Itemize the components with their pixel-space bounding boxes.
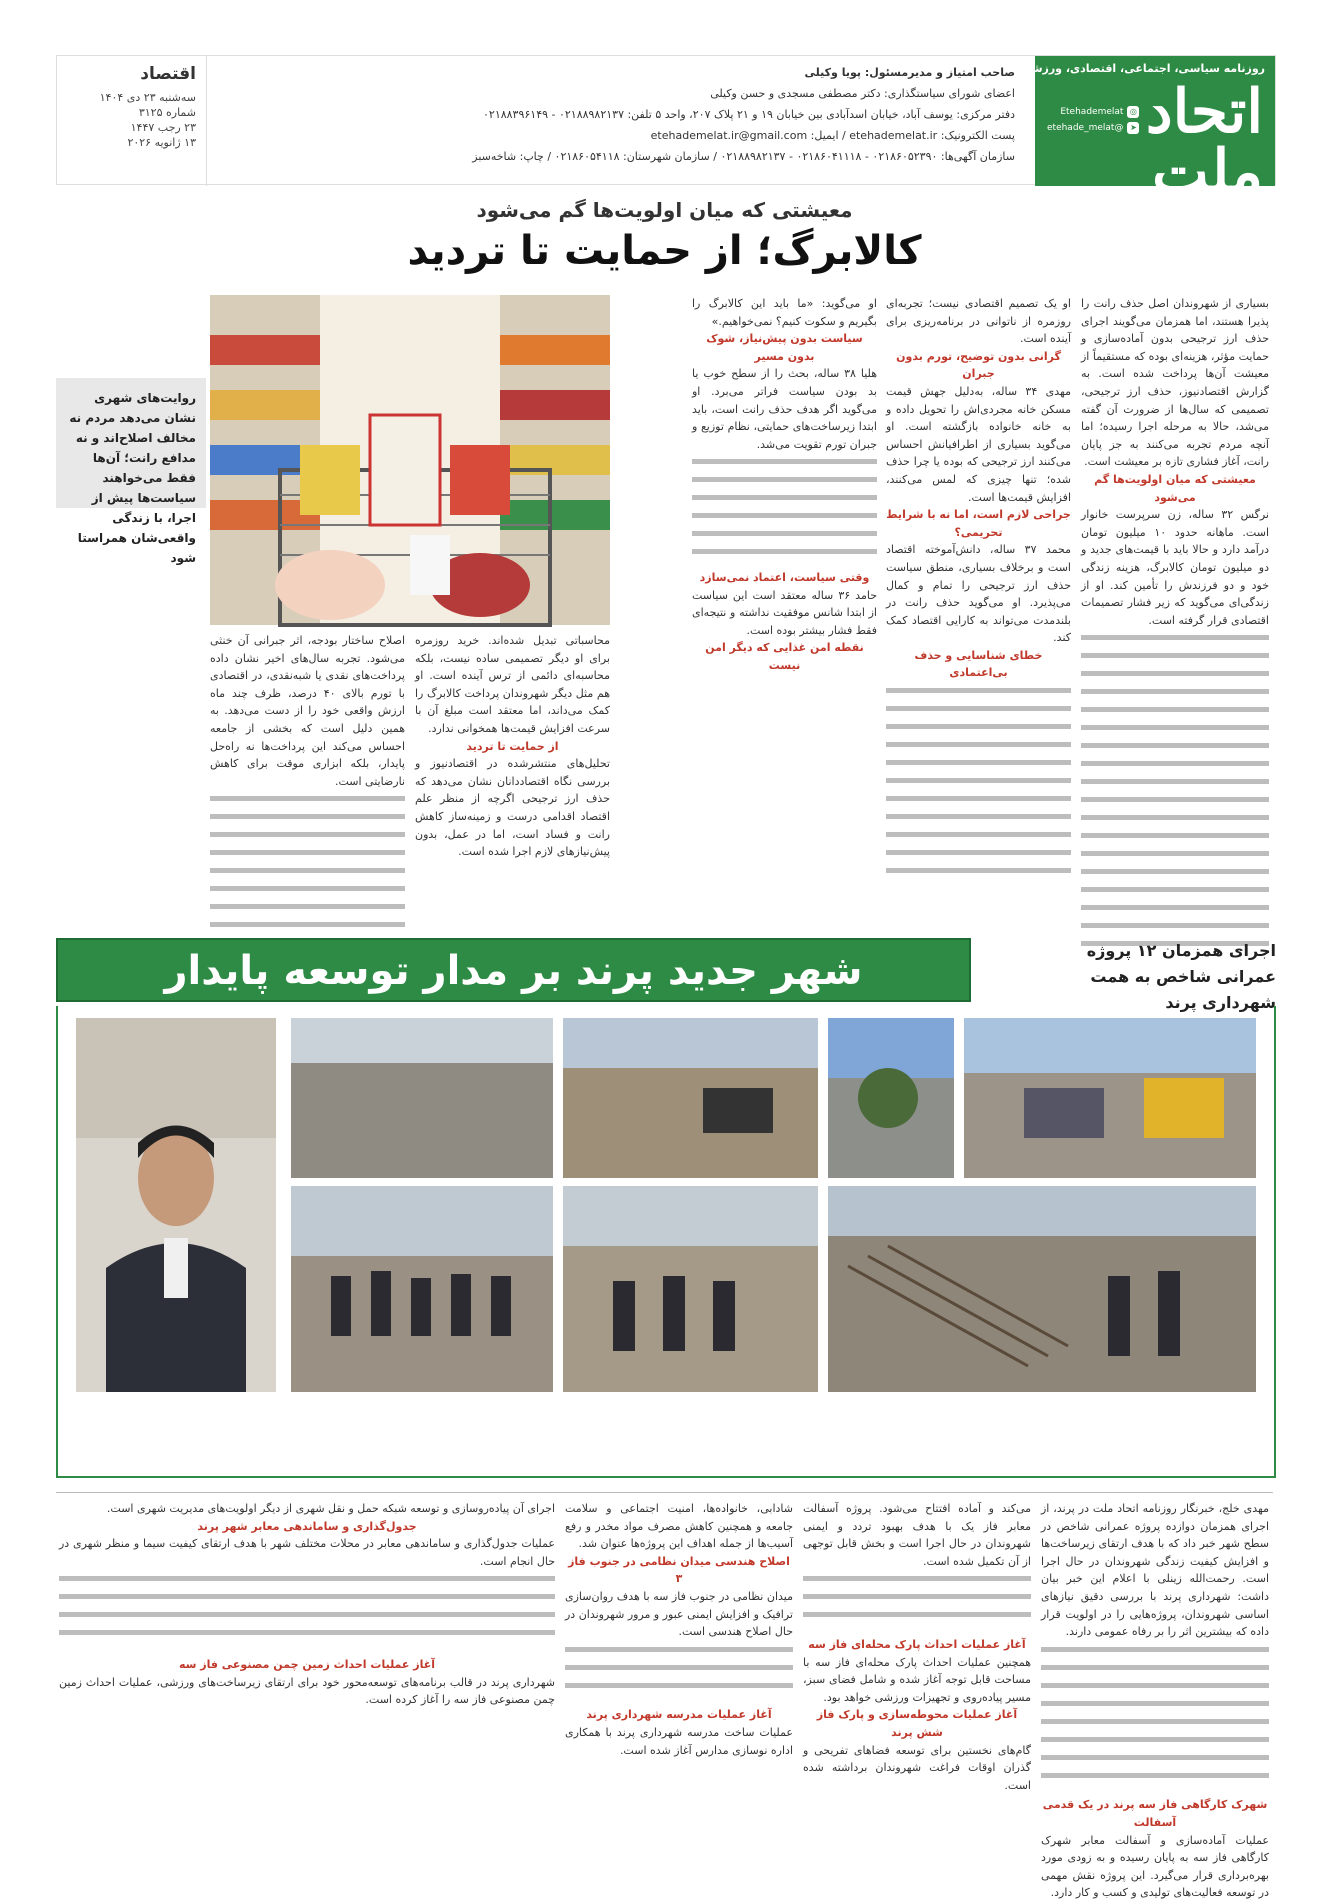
column-subheading: سیاست بدون پیش‌نیاز، شوک بدون مسیر <box>706 332 863 363</box>
instagram-link[interactable] <box>1047 104 1139 120</box>
road-works-illustration <box>563 1018 818 1178</box>
column-text: مهدی خلج، خبرنگار روزنامه اتحاد ملت در پرند، از اجرای همزمان دوازده پروژه عمرانی شاخص در سطح شهر خبر داد که با هدف ارتقای زیرساخت‌ها و افزایش کیفیت زندگی شهروندان در حال اجرا است. رحمت‌الله زینلی با اعلام این خبر بیان داشت: شهرداری پرند با بررسی دقیق نیازهای اساسی شهروندان، پروژه‌هایی را در اولویت قرار داده که بیشترین اثر را بر رفاه عمومی دارند. <box>1041 1502 1269 1639</box>
ad-banner <box>56 938 971 1002</box>
ad-title[interactable]: شهر جدید پرند بر مدار توسعه پایدار <box>164 948 863 994</box>
municipality-ad <box>56 938 1276 1478</box>
supermarket-illustration <box>210 295 610 625</box>
portrait-illustration <box>76 1018 276 1392</box>
issue-number: شماره ۳۱۲۵ <box>138 106 196 119</box>
column-text: اجرای آن پیاده‌روسازی و توسعه شبکه حمل و نقل شهری از دیگر اولویت‌های مدیریت شهری است. <box>106 1502 555 1515</box>
article-headline[interactable]: کالابرگ؛ از حمایت تا تردید <box>407 228 922 274</box>
section-name: اقتصاد <box>140 64 196 84</box>
column-text: او یک تصمیم اقتصادی نیست؛ تجربه‌ای روزمره از ناتوانی در برنامه‌ریزی برای آینده است. <box>886 297 1071 346</box>
column-text: همچنین عملیات احداث پارک محله‌ای فاز سه با مساحت قابل توجه آغاز شده و شامل فضای سبز، مسیر پیاده‌روی و تجهیزات ورزشی خواهد بود. <box>803 1655 1031 1704</box>
masthead <box>56 55 1276 207</box>
publisher-line: صاحب امتیاز و مدیرمسئول: پویا وکیلی <box>804 66 1015 79</box>
column-text: هلیا ۳۸ ساله، بحث را از سطح خوب یا بد بودن سیاست فراتر می‌برد. او می‌گوید اگر هدف حذف رانت است، باید ابتدا زیرساخت‌های حمایتی، نظام توزیع و جبران تورم تقویت می‌شد. <box>692 367 877 451</box>
article-column-2 <box>886 295 1071 930</box>
issue-hijri-date: ۲۳ رجب ۱۴۴۷ <box>130 121 196 134</box>
social-links <box>1047 104 1139 136</box>
instagram-handle: Etehademelat <box>1060 107 1124 117</box>
column-text: عملیات ساخت مدرسه شهرداری پرند با همکاری اداره نوسازی مدارس آغاز شده است. <box>565 1725 793 1757</box>
column-filler <box>210 790 405 956</box>
project-photo <box>964 1018 1256 1178</box>
column-text: عملیات آماده‌سازی و آسفالت معابر شهرک کارگاهی فاز سه به پایان رسیده و به زودی مورد بهره‌برداری قرار می‌گیرد. این پروژه نقش مهمی در توسعه فعالیت‌های تولیدی و کسب و کار دارد. <box>1041 1833 1269 1900</box>
article-column-1 <box>1081 295 1269 930</box>
ads-line: سازمان آگهی‌ها: ۰۲۱۸۶۰۵۲۳۹۰ - ۰۲۱۸۶۰۴۱۱۱۸ - ۰۲۱۸۸۹۸۲۱۳۷ / سازمان شهرستان: ۰۲۱۸۶۰۵۴۱۱۸ / چاپ: شاخه‌سبز <box>472 150 1015 163</box>
project-photo <box>828 1186 1256 1392</box>
column-subheading: نقطه امن غذایی که دیگر امن نیست <box>705 641 864 672</box>
column-filler <box>886 682 1071 888</box>
column-text: او می‌گوید: «ما باید این کالابرگ را بگیریم و سکوت کنیم؟ نمی‌خواهیم.» <box>692 297 877 328</box>
mayor-portrait <box>76 1018 276 1392</box>
bottom-column-2 <box>803 1500 1031 1880</box>
column-text: مهدی ۳۴ ساله، به‌دلیل جهش قیمت مسکن خانه مجردی‌اش را تحویل داده و به خانه خانواده بازگشته است. او می‌گوید بسیاری از اطرافیانش احساس می‌کنند ارز ترجیحی که بوده یا چرا حذف شده؛ تنها چیزی که لمس می‌کنند، افزایش قیمت‌ها است. <box>886 384 1071 504</box>
column-subheading: جدول‌گذاری و ساماندهی معابر شهر پرند <box>197 1519 417 1533</box>
text-lines-placeholder <box>1081 629 1269 959</box>
column-text: اصلاح ساختار بودجه، اثر جبرانی آن خنثی می‌شود. تجربه سال‌های اخیر نشان داده پرداخت‌های نقدی یا شبه‌نقدی، در اقتصادی با تورم بالای ۴۰ درصد، ظرف چند ماه ارزش واقعی خود را از دست می‌دهد. به همین دلیل است که بخشی از جامعه احساس می‌کند این پرداخت‌ها نه راه‌حل پایدار، بلکه ابزاری موقت برای کاهش نارضایتی است. <box>210 634 405 788</box>
column-text: میدان نظامی در جنوب فاز سه با هدف روان‌سازی ترافیک و افزایش ایمنی عبور و مرور شهروندان در حال اصلاح هندسی است. <box>564 1589 793 1639</box>
text-lines-placeholder <box>1041 1641 1269 1791</box>
column-subheading: جراحی لازم است، اما نه با شرایط تحریمی؟ <box>886 508 1071 539</box>
column-text: شهرداری پرند در قالب برنامه‌های توسعه‌محور خود برای ارتقای زیرساخت‌های ورزشی، عملیات احداث زمین چمن مصنوعی فاز سه را آغاز کرده است. <box>59 1675 555 1707</box>
pull-quote: روایت‌های شهری نشان می‌دهد مردم نه مخالف اصلاح‌اند و نه مدافع رانت؛ آن‌ها فقط می‌خواهند سیاست‌ها پیش از اجرا، با زندگی واقعی‌شان همراستا شود <box>56 378 206 508</box>
issue-gregorian-date: ۱۳ ژانویه ۲۰۲۶ <box>127 136 196 149</box>
column-subheading: وقتی سیاست، اعتماد نمی‌سازد <box>699 570 870 584</box>
article-column-4 <box>210 632 405 930</box>
telegram-handle: @etehade_melat <box>1047 123 1124 133</box>
bottom-column-4 <box>59 1500 555 1880</box>
column-text: محمد ۳۷ ساله، دانش‌آموخته اقتصاد است و برخلاف بسیاری، منطق سیاست حذف ارز ترجیحی را تمام و کمال می‌پذیرد. او می‌گوید حذف رانت در بلندمدت می‌تواند به کارایی اقتصاد کمک کند. <box>886 543 1072 645</box>
site-visit-illustration <box>291 1186 553 1392</box>
excavator-illustration <box>964 1018 1256 1178</box>
rebar-construction-illustration <box>828 1186 1256 1392</box>
bottom-column-1 <box>1041 1500 1269 1900</box>
column-filler <box>1081 629 1269 965</box>
project-photo <box>563 1018 818 1178</box>
issue-weekday-date: سه‌شنبه ۲۳ دی ۱۴۰۴ <box>99 91 196 104</box>
column-filler <box>803 1570 1031 1636</box>
column-subheading: گرانی بدون توضیح، تورم بدون جبران <box>896 349 1061 381</box>
column-subheading: آغاز عملیات مدرسه شهرداری پرند <box>586 1708 772 1722</box>
text-lines-placeholder <box>565 1641 793 1701</box>
telegram-link[interactable] <box>1047 120 1139 136</box>
officials-inspection-illustration <box>563 1186 818 1392</box>
column-subheading: آغاز عملیات احداث پارک محله‌ای فاز سه <box>808 1637 1026 1651</box>
article-kicker: معیشتی که میان اولویت‌ها گم می‌شود <box>476 198 853 222</box>
column-filler <box>1041 1641 1269 1797</box>
column-filler <box>59 1570 555 1656</box>
column-subheading: معیشتی که میان اولویت‌ها گم می‌شود <box>1094 472 1256 504</box>
road-paving-illustration <box>291 1018 553 1178</box>
article-column-5 <box>415 632 610 930</box>
text-lines-placeholder <box>886 682 1071 882</box>
column-text: گام‌های نخستین برای توسعه فضاهای تفریحی و گذران اوقات فراغت شهروندان برداشته شده است. <box>803 1743 1031 1792</box>
column-text: بسیاری از شهروندان اصل حذف رانت را پذیرا هستند، اما همزمان می‌گویند اجرای حذف ارز ترجیحی بدون آماده‌سازی و حمایت مؤثر، هزینه‌ای بوده که مستقیماً از معیشت آن‌ها پرداخت شده است. به گزارش اقتصادنیوز، حذف ارز ترجیحی، تصمیمی که سال‌ها از ضرورت آن گفته می‌شد، حالا به مرحله اجرا رسیده؛ اما آنچه مردم تجربه می‌کنند به جز پایان رانت، آغاز فشاری تازه بر معیشت است. <box>1081 297 1269 469</box>
brand-block <box>968 56 1275 207</box>
email-line[interactable]: پست الکترونیک: etehademelat.ir / ایمیل: etehademelat.ir@gmail.com <box>650 129 1015 142</box>
telegram-icon: ➤ <box>1127 122 1139 134</box>
column-text: محاسباتی تبدیل شده‌اند. خرید روزمره برای او دیگر تصمیمی ساده نیست، بلکه محاسبه‌ای دائمی از ترس آینده است. او هم مثل دیگر شهروندان پرداخت کالابرگ را کمک می‌داند، اما معتقد است مبلغ آن با سرعت افزایش قیمت‌ها همخوانی ندارد. <box>415 634 610 735</box>
column-subheading: اصلاح هندسی میدان نظامی در جنوب فاز ۳ <box>568 1554 790 1586</box>
text-lines-placeholder <box>692 453 877 563</box>
column-subheading: خطای شناسایی و حذف بی‌اعتمادی <box>914 648 1043 680</box>
issue-date-block <box>57 56 207 186</box>
landscaping-illustration <box>828 1018 954 1178</box>
column-text: می‌کند و آماده افتتاح می‌شود. پروژه آسفالت معابر فاز یک با هدف بهبود تردد و ایمنی شهروندان در حال اجرا است و بخش قابل توجهی از آن تکمیل شده است. <box>803 1502 1031 1568</box>
council-line: اعضای شورای سیاستگذاری: دکتر مصطفی مسجدی و حسن وکیلی <box>710 87 1015 100</box>
office-line: دفتر مرکزی: یوسف آباد، خیابان اسدآبادی بین خیابان ۱۹ و ۲۱ پلاک ۲۰۷، واحد ۵ تلفن: ۰۲۱۸۸۹۸۲۱۳۷ - ۰۲۱۸۸۳۹۶۱۴۹ <box>483 108 1015 121</box>
column-subheading: شهرک کارگاهی فاز سه پرند در یک قدمی آسفالت <box>1042 1798 1268 1829</box>
article-column-3 <box>692 295 877 930</box>
ad-subtitle: اجرای همزمان ۱۲ پروژه عمرانی شاخص به همت شهرداری پرند <box>1086 941 1276 1012</box>
newspaper-logo[interactable]: اتحاد ملت <box>1145 77 1263 207</box>
project-photo <box>291 1018 553 1178</box>
supermarket-cart-photo <box>210 295 610 625</box>
column-text: حامد ۳۶ ساله معتقد است این سیاست از ابتدا شانس موفقیت نداشته و نتیجه‌ای فقط فشار بیشتر بوده است. <box>692 588 877 637</box>
column-subheading: آغاز عملیات احداث زمین چمن مصنوعی فاز سه <box>178 1657 436 1671</box>
bottom-column-3 <box>565 1500 793 1880</box>
instagram-icon: ◎ <box>1127 106 1139 118</box>
column-text: شادابی، خانواده‌ها، امنیت اجتماعی و سلامت جامعه و همچنین کاهش مصرف مواد مخدر و رفع آسیب‌ها از جمله اهداف این پروژه‌ها عنوان شد. <box>565 1502 793 1551</box>
column-text: عملیات جدول‌گذاری و ساماندهی معابر در محلات مختلف شهر با هدف ارتقای کیفیت سیما و منظر شهری در حال انجام است. <box>59 1537 555 1568</box>
text-lines-placeholder <box>59 1570 555 1650</box>
column-subheading: از حمایت تا تردید <box>466 739 559 753</box>
project-photo <box>828 1018 954 1178</box>
brand-tagline: روزنامه سیاسی، اجتماعی، اقتصادی، ورزشی، فرهنگی <box>968 62 1265 75</box>
text-lines-placeholder <box>210 790 405 950</box>
column-filler <box>692 453 877 569</box>
column-text: نرگس ۳۲ ساله، زن سرپرست خانوار است. ماهانه حدود ۱۰ میلیون تومان درآمد دارد و حالا باید با قیمت‌های جدید و دو میلیون تومان کالابرگ، هزینه زندگی خود و دو فرزندش را تأمین کند. او از زندگی‌ای می‌گوید که زیر فشار تصمیمات اقتصادی قرار گرفته است. <box>1081 508 1269 627</box>
column-text: تحلیل‌های منتشرشده در اقتصادنیوز و بررسی نگاه اقتصاددانان نشان می‌دهد که حذف ارز ترجیحی اگرچه از منظر علم اقتصاد اقدامی درست و زمینه‌ساز کاهش رانت و فساد است، اما در عمل، بدون پیش‌نیازهای لازم اجرا شده است. <box>415 757 610 859</box>
masthead-info <box>295 62 1015 167</box>
project-photo <box>291 1186 553 1392</box>
text-lines-placeholder <box>803 1570 1031 1630</box>
project-photo <box>563 1186 818 1392</box>
column-subheading: آغاز عملیات محوطه‌سازی و پارک فاز شش پرند <box>816 1708 1018 1739</box>
section-divider <box>56 1492 1273 1493</box>
column-filler <box>565 1641 793 1707</box>
